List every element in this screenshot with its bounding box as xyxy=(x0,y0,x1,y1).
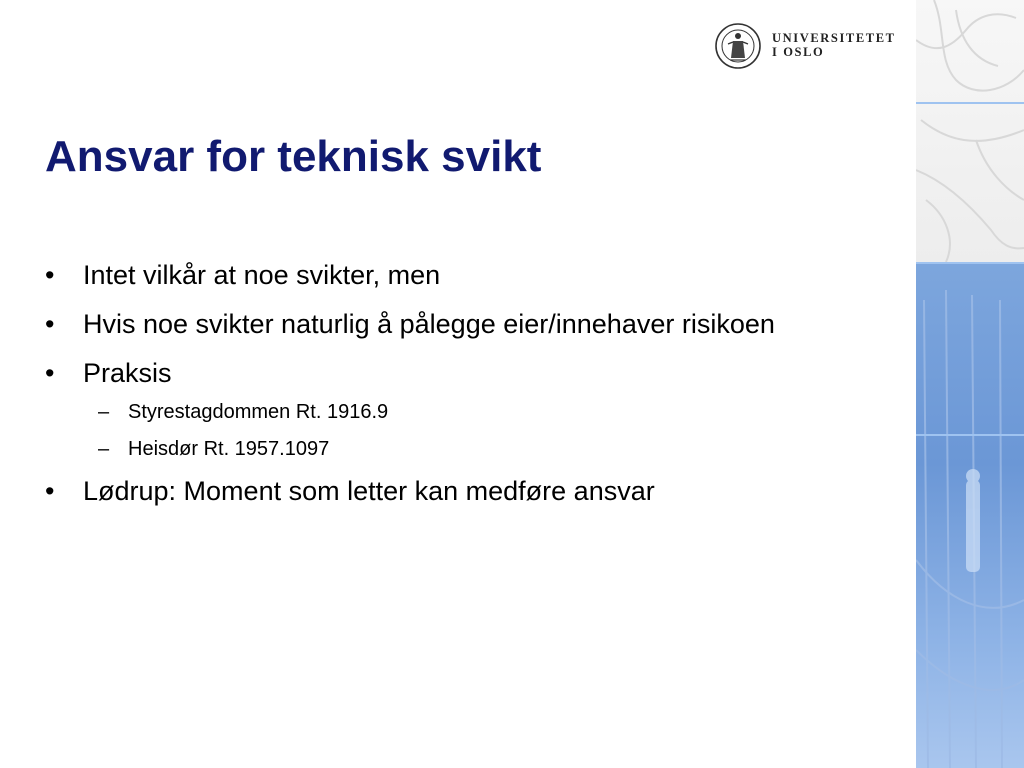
bullet-item xyxy=(45,354,865,393)
bullet-marker: • xyxy=(45,260,55,290)
slide-title: Ansvar for teknisk svikt xyxy=(45,132,542,181)
sub-bullet-text: Heisdør Rt. 1957.1097 xyxy=(128,438,330,460)
university-logo xyxy=(714,22,904,70)
bullet-text: Praksis xyxy=(83,358,172,388)
statue-illustration xyxy=(916,0,1024,768)
bullet-text: Hvis noe svikter naturlig å pålegge eier/innehaver risikoen xyxy=(83,309,775,339)
bullet-marker: • xyxy=(45,358,55,388)
bullet-item xyxy=(45,305,865,344)
logo-line-2: I OSLO xyxy=(772,45,825,59)
sub-bullet-item xyxy=(45,434,865,464)
divider-line xyxy=(916,262,1024,264)
bullet-marker: • xyxy=(45,309,55,339)
sub-bullet-list xyxy=(45,397,865,464)
bullet-text: Intet vilkår at noe svikter, men xyxy=(83,260,441,290)
bullet-item xyxy=(45,472,865,511)
university-name xyxy=(772,31,896,59)
sub-bullet-text: Styrestagdommen Rt. 1916.9 xyxy=(128,401,389,423)
logo-line-1: UNIVERSITETET xyxy=(772,31,896,45)
bullet-list xyxy=(45,256,865,521)
sub-bullet-item xyxy=(45,397,865,427)
divider-line xyxy=(916,102,1024,104)
university-seal-icon xyxy=(714,22,762,70)
divider-line xyxy=(916,434,1024,436)
bullet-item xyxy=(45,256,865,295)
sub-bullet-marker: – xyxy=(98,438,110,460)
bullet-marker: • xyxy=(45,476,55,506)
side-image-strip xyxy=(916,0,1024,768)
bullet-text: Lødrup: Moment som letter kan medføre ansvar xyxy=(83,476,655,506)
sub-bullet-marker: – xyxy=(98,401,110,423)
